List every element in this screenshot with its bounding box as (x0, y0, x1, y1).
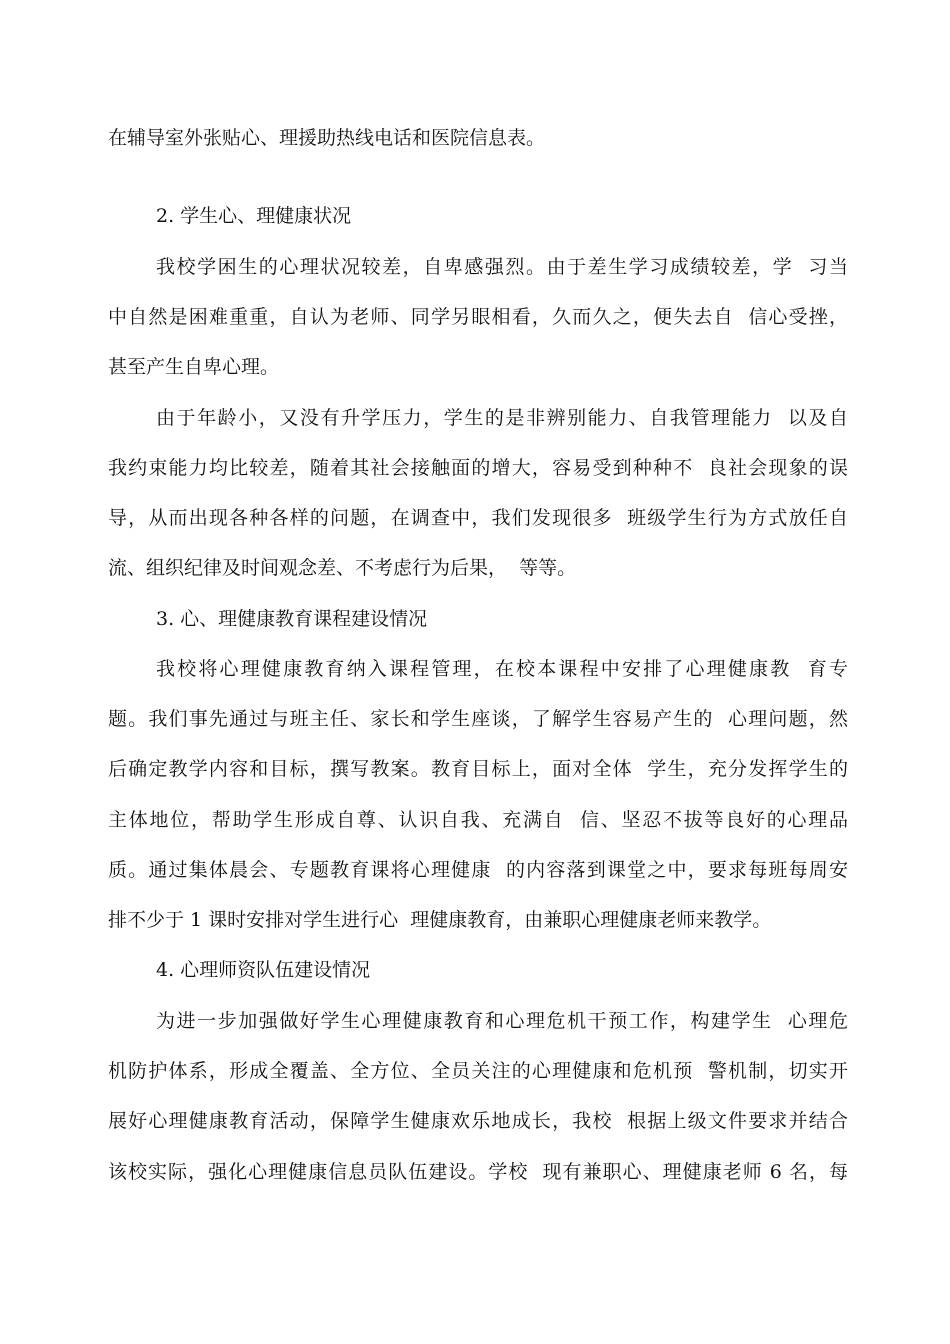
text-line: 后确定教学内容和目标，撰写教案。教育目标上，面对全体 学生，充分发挥学生的 (108, 758, 848, 780)
text-line: 我校学困生的心理状况较差，自卑感强烈。由于差生学习成绩较差，学 习当 (156, 256, 848, 278)
text-line: 该校实际，强化心理健康信息员队伍建设。学校 现有兼职心、理健康老师 6 名，每 (108, 1161, 848, 1183)
section-heading-3: 3. 心、理健康教育课程建设情况 (156, 608, 428, 630)
text-line: 题。我们事先通过与班主任、家长和学生座谈，了解学生容易产生的 心理问题，然 (108, 708, 848, 730)
text-line: 我校将心理健康教育纳入课程管理，在校本课程中安排了心理健康教 育专 (156, 658, 848, 680)
text-line: 甚至产生自卑心理。 (108, 356, 280, 378)
text-line: 由于年龄小，又没有升学压力，学生的是非辨别能力、自我管理能力 以及自 (156, 407, 848, 429)
text-line: 机防护体系，形成全覆盖、全方位、全员关注的心理健康和危机预 警机制，切实开 (108, 1060, 848, 1082)
text-line: 为进一步加强做好学生心理健康教育和心理危机干预工作，构建学生 心理危 (156, 1010, 848, 1032)
text-line: 展好心理健康教育活动，保障学生健康欢乐地成长，我校 根据上级文件要求并结合 (108, 1110, 848, 1132)
text-line: 中自然是困难重重，自认为老师、同学另眼相看，久而久之，便失去自 信心受挫， (108, 306, 848, 328)
text-line: 排不少于 1 课时安排对学生进行心 理健康教育，由兼职心理健康老师来教学。 (108, 909, 772, 931)
text-line: 导，从而出现各种各样的问题，在调查中，我们发现很多 班级学生行为方式放任自 (108, 507, 848, 529)
text-line: 流、组织纪律及时间观念差、不考虑行为后果， 等等。 (108, 557, 577, 579)
text-line: 我约束能力均比较差，随着其社会接触面的增大，容易受到种种不 良社会现象的误 (108, 457, 848, 479)
text-line: 质。通过集体晨会、专题教育课将心理健康 的内容落到课堂之中，要求每班每周安 (108, 859, 848, 881)
section-heading-4: 4. 心理师资队伍建设情况 (156, 959, 371, 981)
text-line: 在辅导室外张贴心、理援助热线电话和医院信息表。 (108, 127, 546, 149)
text-line: 主体地位，帮助学生形成自尊、认识自我、充满自 信、坚忍不拔等良好的心理品 (108, 809, 848, 831)
section-heading-2: 2. 学生心、理健康状况 (156, 205, 352, 227)
